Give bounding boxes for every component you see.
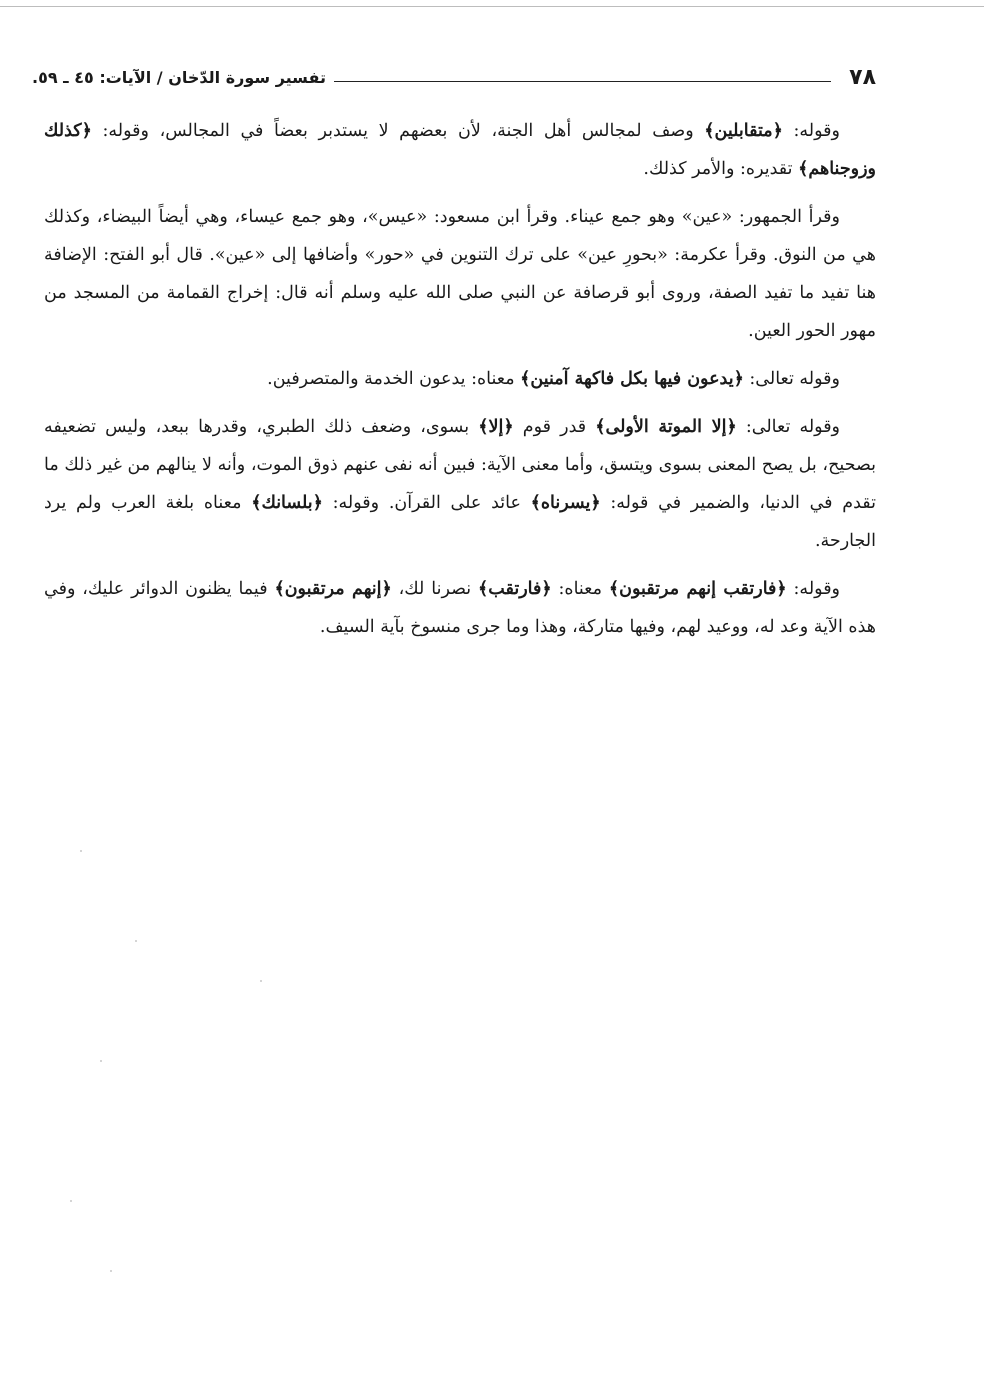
scan-speck (260, 980, 262, 982)
body-text (44, 112, 876, 656)
quran-quote: ﴿متقابلين﴾ (704, 121, 783, 141)
scan-speck (110, 1270, 112, 1272)
text-run: عائد على القرآن. وقوله: (322, 493, 531, 513)
quran-quote: ﴿فارتقب إنهم مرتقبون﴾ (608, 579, 787, 599)
header-rule (334, 81, 831, 82)
quran-quote: ﴿إنهم مرتقبون﴾ (274, 579, 392, 599)
text-run: وقوله تعالى: (736, 417, 841, 437)
quran-quote: ﴿إلا الموتة الأولى﴾ (595, 417, 737, 437)
text-run: وقوله: (786, 579, 841, 599)
paragraph (44, 112, 876, 188)
quran-quote: ﴿يسرناه﴾ (530, 493, 601, 513)
quran-quote: ﴿كذلك وزوجناهم﴾ (44, 121, 876, 179)
text-run: نصرنا لك، (391, 579, 479, 599)
text-run: بسوى، وضعف ذلك الطبري، وقدرها ببعد، وليس تضعيفه بصحيح، بل يصح المعنى بسوى ويتسق، وأما معنى الآية: فبين أنه نفى عنهم ذوق الموت، وأنه لا ينالهم من غير ذلك ما تقدم في الدنيا، والضمير في قوله: (44, 417, 876, 513)
quran-quote: ﴿إلا﴾ (478, 417, 514, 437)
quran-quote: ﴿يدعون فيها بكل فاكهة آمنين﴾ (520, 369, 744, 389)
scan-speck (70, 1200, 72, 1202)
text-run: قدر قوم (513, 417, 596, 437)
scan-speck (100, 1060, 102, 1062)
paragraph (44, 570, 876, 646)
text-run: وقرأ الجمهور: «عين» وهو جمع عيناء. وقرأ ابن مسعود: «عيس»، وهو جمع عيساء، وهي أيضاً البيضاء، وكذلك هي من النوق. وقرأ عكرمة: «بحورِ عين» على ترك التنوين في «حور» وأضافها إلى «عين». قال أبو الفتح: الإضافة هنا تفيد ما تفيد الصفة، وروى أبو قرصافة عن النبي صلى الله عليه وسلم أنه قال: إخراج القمامة من المسجد من مهور الحور العين. (44, 207, 876, 341)
page-header (32, 62, 876, 92)
text-run: وقوله: (782, 121, 841, 141)
text-run: معناه: يدعون الخدمة والمتصرفين. (267, 369, 521, 389)
paragraph (44, 198, 876, 350)
scan-speck (135, 940, 137, 942)
paragraph (44, 408, 876, 560)
text-run: وصف لمجالس أهل الجنة، لأن بعضهم لا يستدبر بعضاً في المجالس، وقوله: (91, 121, 705, 141)
scan-noise (40, 800, 300, 1320)
quran-quote: ﴿بلسانك﴾ (251, 493, 323, 513)
text-run: تقديره: والأمر كذلك. (643, 159, 799, 179)
scan-speck (80, 850, 82, 852)
scan-top-rule (0, 6, 984, 7)
text-run: فيما يظنون الدوائر عليك، وفي هذه الآية وعد له، ووعيد لهم، وفيها متاركة، وهذا وما جرى منسوخ بآية السيف. (44, 579, 876, 637)
text-run: وقوله تعالى: (743, 369, 840, 389)
running-title: تفسير سورة الدّخان / الآيات: ٤٥ ـ ٥٩. (32, 67, 326, 87)
page-number: ٧٨ (849, 64, 876, 90)
paragraph (44, 360, 876, 398)
quran-quote: ﴿فارتقب﴾ (478, 579, 552, 599)
text-run: معناه: (551, 579, 609, 599)
text-run: معناه بلغة العرب ولم يرد الجارحة. (44, 493, 876, 551)
